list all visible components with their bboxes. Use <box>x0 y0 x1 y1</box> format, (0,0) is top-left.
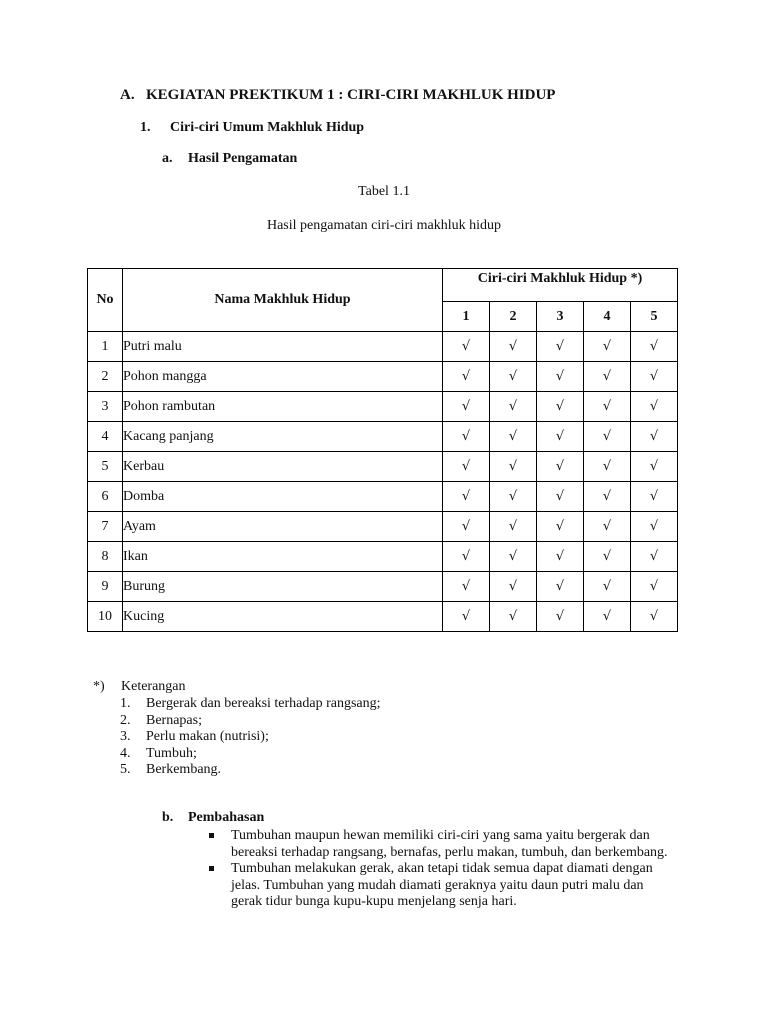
discussion-item <box>207 861 677 911</box>
check-mark: √ <box>584 542 631 572</box>
check-mark: √ <box>584 332 631 362</box>
legend-item-number: 2. <box>120 712 131 728</box>
organism-name: Domba <box>123 482 443 512</box>
row-number: 1 <box>88 332 123 362</box>
check-mark: √ <box>443 422 490 452</box>
row-number: 2 <box>88 362 123 392</box>
check-mark: √ <box>490 542 537 572</box>
legend-item-text: Berkembang. <box>146 762 222 777</box>
discussion-list <box>207 828 677 911</box>
row-number: 4 <box>88 422 123 452</box>
check-mark: √ <box>584 422 631 452</box>
legend-item <box>120 746 381 763</box>
organism-name: Kacang panjang <box>123 422 443 452</box>
check-mark: √ <box>443 392 490 422</box>
check-mark: √ <box>584 512 631 542</box>
row-number: 7 <box>88 512 123 542</box>
subheading-hasil-pengamatan <box>162 151 297 167</box>
check-mark: √ <box>537 512 584 542</box>
legend-label: Keterangan <box>121 679 186 694</box>
check-mark: √ <box>490 602 537 632</box>
check-mark: √ <box>443 452 490 482</box>
legend-list <box>120 696 381 779</box>
organism-name: Pohon rambutan <box>123 392 443 422</box>
check-mark: √ <box>443 542 490 572</box>
observation-table <box>87 268 678 632</box>
header-ciri-col: 4 <box>584 302 631 332</box>
table-row <box>88 392 678 422</box>
check-mark: √ <box>584 452 631 482</box>
organism-name: Putri malu <box>123 332 443 362</box>
row-number: 8 <box>88 542 123 572</box>
subsection-title: Ciri-ciri Umum Makhluk Hidup <box>170 120 365 135</box>
check-mark: √ <box>490 512 537 542</box>
check-mark: √ <box>537 542 584 572</box>
legend-item <box>120 696 381 713</box>
table-row <box>88 332 678 362</box>
table-row <box>88 422 678 452</box>
organism-name: Kerbau <box>123 452 443 482</box>
check-mark: √ <box>443 362 490 392</box>
subheading-pembahasan <box>162 810 264 826</box>
section-title: KEGIATAN PREKTIKUM 1 : CIRI-CIRI MAKHLUK HIDUP <box>146 87 556 103</box>
check-mark: √ <box>631 482 678 512</box>
check-mark: √ <box>584 482 631 512</box>
check-mark: √ <box>584 392 631 422</box>
legend-item-number: 3. <box>120 729 131 744</box>
header-ciri-col: 1 <box>443 302 490 332</box>
check-mark: √ <box>584 602 631 632</box>
table-row <box>88 482 678 512</box>
check-mark: √ <box>537 422 584 452</box>
legend-item-number: 5. <box>120 762 131 777</box>
table-row <box>88 512 678 542</box>
discussion-text: Tumbuhan melakukan gerak, akan tetapi tidak semua dapat diamati dengan jelas. Tumbuhan yang mudah diamati geraknya yaitu daun putri malu dan gerak tidur bunga kupu-kupu menjelang senja hari. <box>231 861 653 909</box>
check-mark: √ <box>631 362 678 392</box>
legend-marker: *) <box>93 679 105 694</box>
organism-name: Burung <box>123 572 443 602</box>
check-mark: √ <box>490 392 537 422</box>
check-mark: √ <box>490 452 537 482</box>
table-row <box>88 452 678 482</box>
check-mark: √ <box>631 422 678 452</box>
subsection-number: 1. <box>140 120 151 135</box>
check-mark: √ <box>537 572 584 602</box>
check-mark: √ <box>537 362 584 392</box>
check-mark: √ <box>537 452 584 482</box>
row-number: 6 <box>88 482 123 512</box>
section-number: A. <box>120 87 135 103</box>
check-mark: √ <box>490 362 537 392</box>
check-mark: √ <box>537 482 584 512</box>
check-mark: √ <box>443 482 490 512</box>
table-row <box>88 542 678 572</box>
organism-name: Pohon mangga <box>123 362 443 392</box>
organism-name: Kucing <box>123 602 443 632</box>
table-title: Hasil pengamatan ciri-ciri makhluk hidup <box>266 218 502 233</box>
legend-item-number: 1. <box>120 696 131 711</box>
row-number: 5 <box>88 452 123 482</box>
table-row <box>88 362 678 392</box>
check-mark: √ <box>490 422 537 452</box>
subsection-heading-1 <box>140 120 364 136</box>
legend-note <box>93 679 186 695</box>
legend-item-text: Tumbuh; <box>146 745 197 761</box>
check-mark: √ <box>443 572 490 602</box>
check-mark: √ <box>490 332 537 362</box>
subheading-title: Pembahasan <box>188 810 265 825</box>
legend-item-number: 4. <box>120 745 131 761</box>
check-mark: √ <box>631 332 678 362</box>
legend-item-text: Perlu makan (nutrisi); <box>146 729 269 744</box>
check-mark: √ <box>537 332 584 362</box>
check-mark: √ <box>631 392 678 422</box>
section-heading-a <box>120 87 555 104</box>
header-no: No <box>88 269 123 332</box>
row-number: 3 <box>88 392 123 422</box>
square-bullet-icon <box>209 833 214 838</box>
check-mark: √ <box>584 362 631 392</box>
check-mark: √ <box>631 542 678 572</box>
header-ciri-col: 5 <box>631 302 678 332</box>
check-mark: √ <box>537 392 584 422</box>
legend-item <box>120 729 381 746</box>
legend-item <box>120 713 381 730</box>
check-mark: √ <box>490 572 537 602</box>
row-number: 9 <box>88 572 123 602</box>
check-mark: √ <box>443 332 490 362</box>
table-caption: Tabel 1.1 <box>358 184 410 199</box>
check-mark: √ <box>631 512 678 542</box>
header-ciri: Ciri-ciri Makhluk Hidup *) <box>443 269 678 302</box>
square-bullet-icon <box>209 866 214 871</box>
table-row <box>88 572 678 602</box>
row-number: 10 <box>88 602 123 632</box>
check-mark: √ <box>631 602 678 632</box>
check-mark: √ <box>584 572 631 602</box>
discussion-text: Tumbuhan maupun hewan memiliki ciri-ciri yang sama yaitu bergerak dan bereaksi terhadap rangsang, bernafas, perlu makan, tumbuh, dan berkembang. <box>231 828 668 860</box>
legend-item-text: Bergerak dan bereaksi terhadap rangsang; <box>146 696 381 711</box>
check-mark: √ <box>443 602 490 632</box>
check-mark: √ <box>537 602 584 632</box>
table-row <box>88 602 678 632</box>
legend-item-text: Bernapas; <box>146 712 202 728</box>
subheading-title: Hasil Pengamatan <box>188 151 298 166</box>
check-mark: √ <box>490 482 537 512</box>
legend-item <box>120 762 381 779</box>
check-mark: √ <box>631 572 678 602</box>
subheading-letter: a. <box>162 151 173 166</box>
discussion-item <box>207 828 677 861</box>
check-mark: √ <box>631 452 678 482</box>
header-name: Nama Makhluk Hidup <box>123 269 443 332</box>
check-mark: √ <box>443 512 490 542</box>
header-ciri-col: 2 <box>490 302 537 332</box>
organism-name: Ayam <box>123 512 443 542</box>
subheading-letter: b. <box>162 810 174 825</box>
header-ciri-col: 3 <box>537 302 584 332</box>
organism-name: Ikan <box>123 542 443 572</box>
